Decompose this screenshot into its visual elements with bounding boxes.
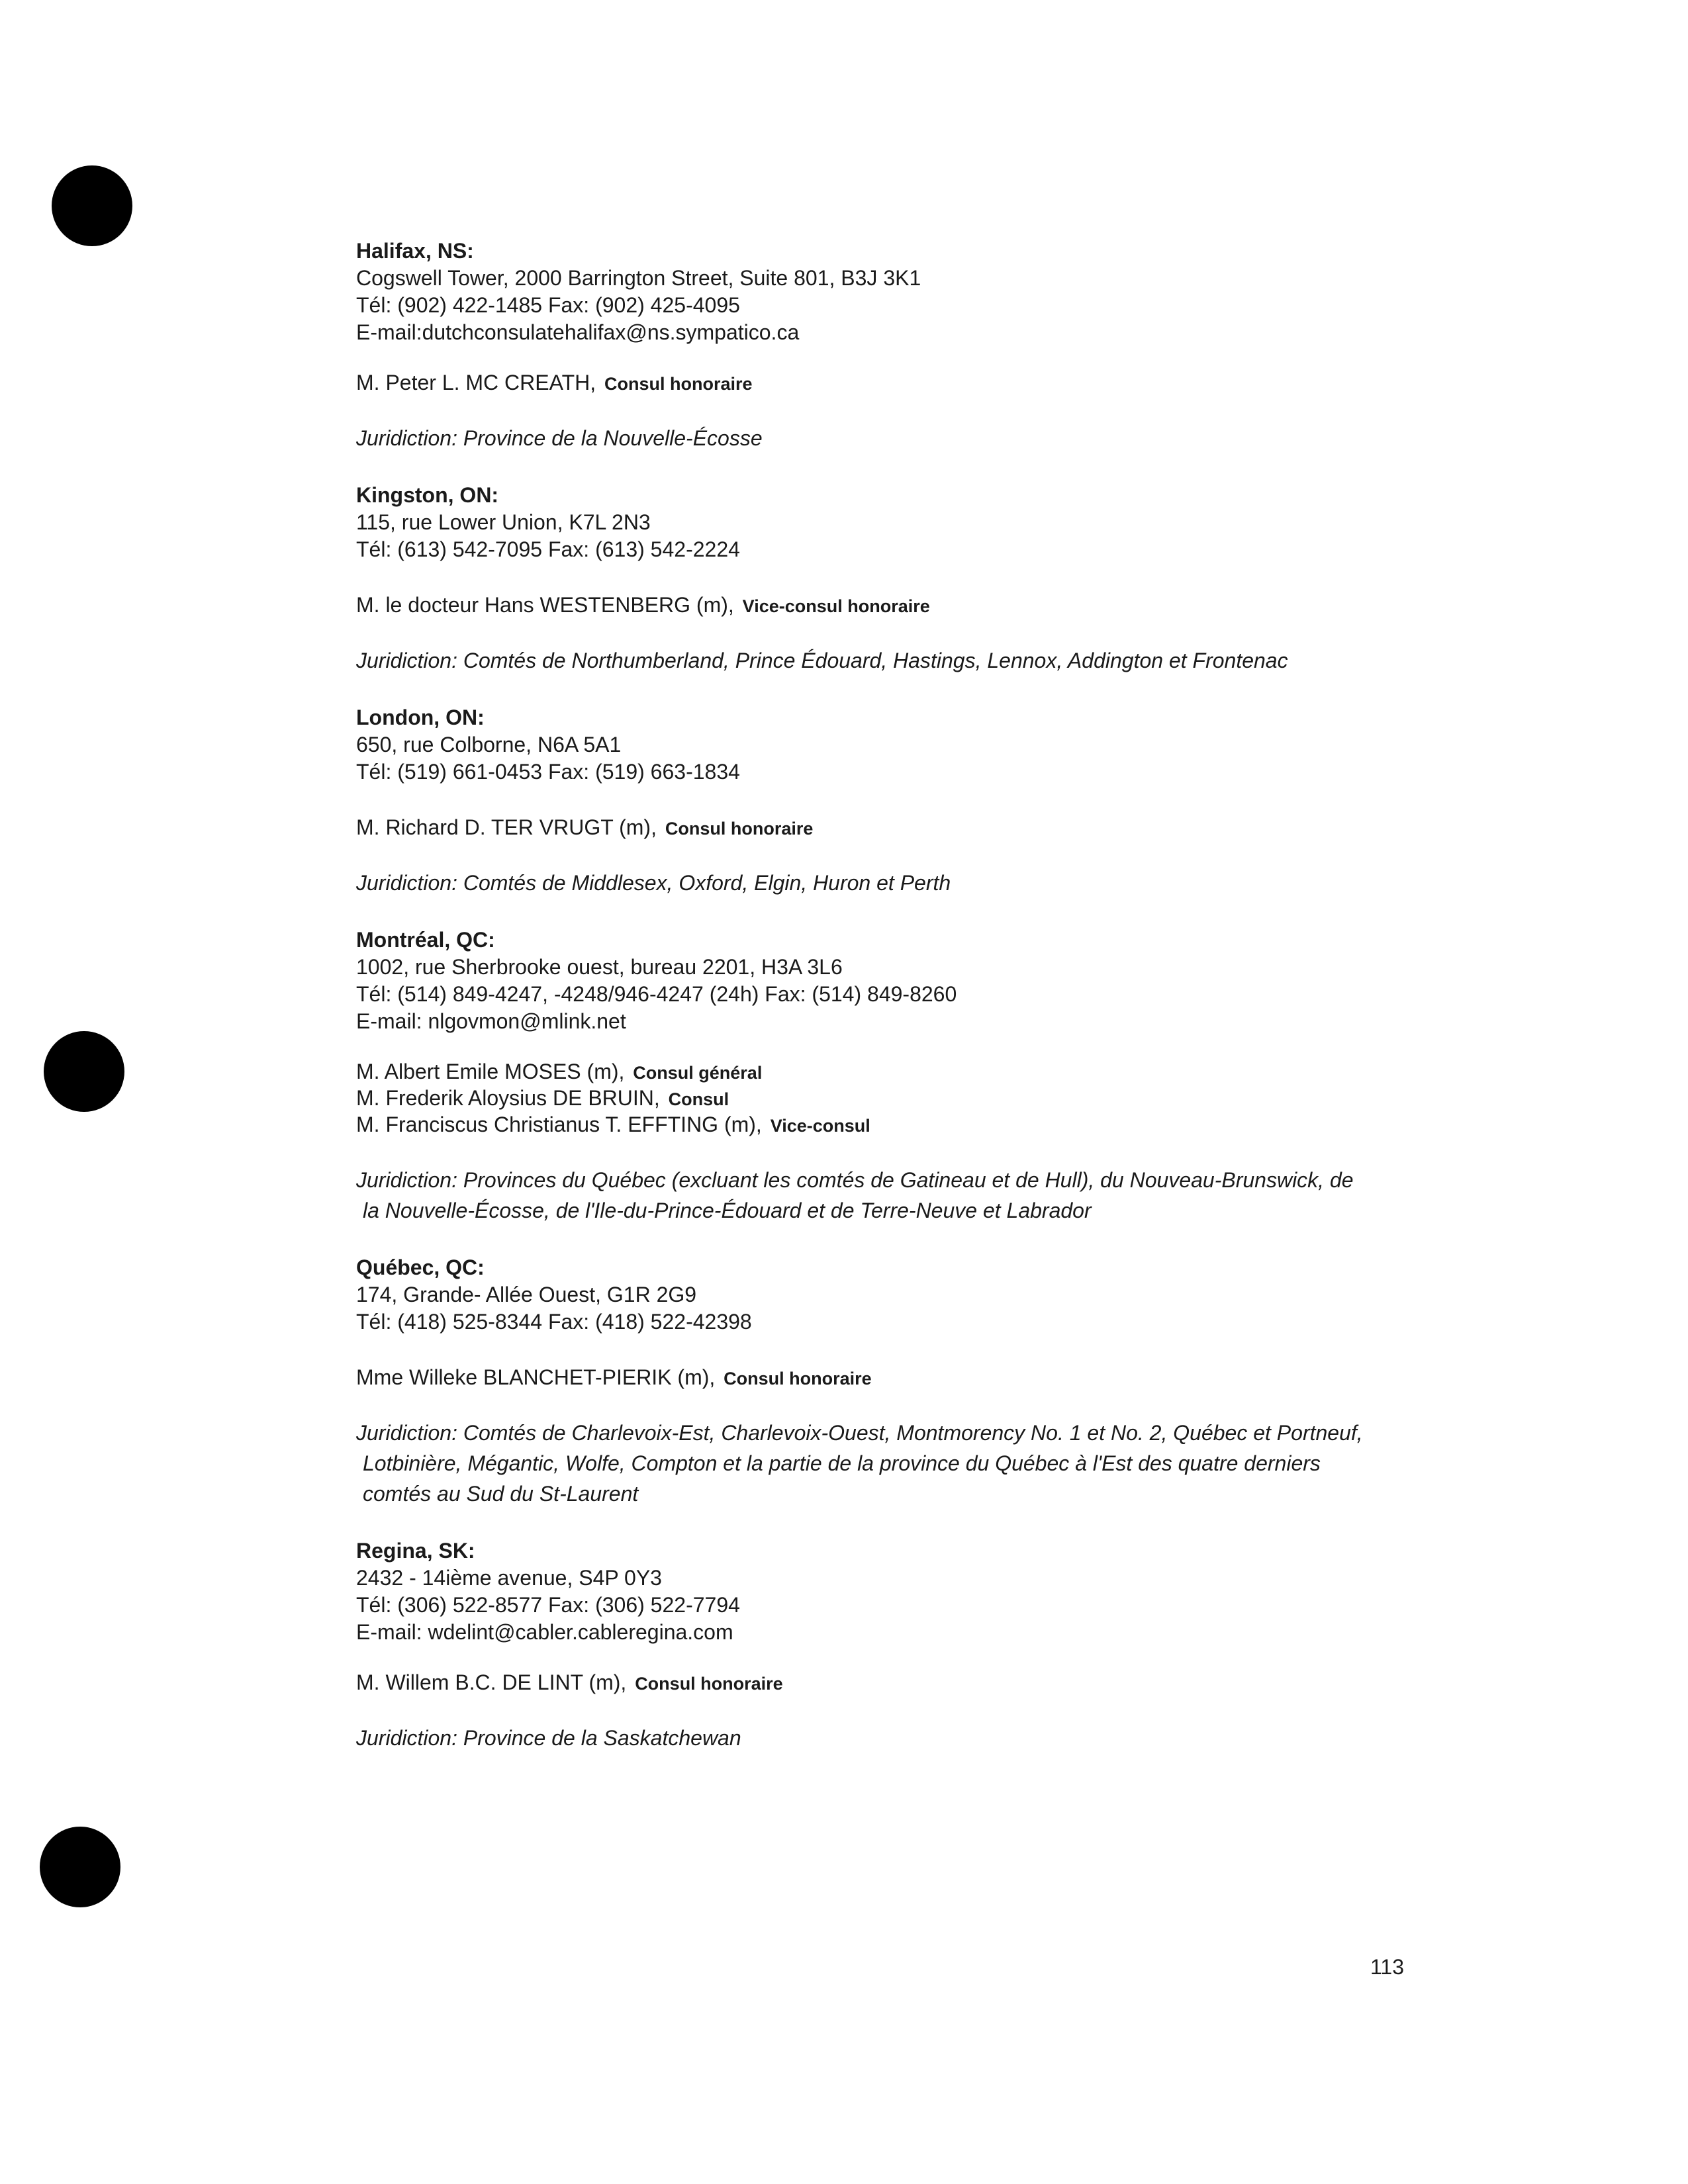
binder-punch-hole bbox=[52, 165, 132, 246]
official-name: M. Peter L. MC CREATH, bbox=[356, 371, 596, 394]
official-name: M. Frederik Aloysius DE BRUIN, bbox=[356, 1086, 660, 1110]
official-name: M. Richard D. TER VRUGT (m), bbox=[356, 815, 657, 839]
official bbox=[356, 1670, 1415, 1696]
official-name: M. le docteur Hans WESTENBERG (m), bbox=[356, 593, 734, 617]
email-line: E-mail: wdelint@cabler.cableregina.com bbox=[356, 1620, 733, 1644]
jurisdiction: Juridiction: Province de la Saskatchewan bbox=[356, 1726, 741, 1750]
city-heading: Montréal, QC: bbox=[356, 928, 495, 952]
official-title: Consul honoraire bbox=[604, 374, 753, 394]
official bbox=[356, 370, 1415, 396]
officials-list bbox=[356, 370, 1415, 396]
official-name: M. Franciscus Christianus T. EFFTING (m), bbox=[356, 1113, 762, 1136]
consulate-entry-regina bbox=[356, 1537, 1415, 1753]
officials-list bbox=[356, 1670, 1415, 1696]
jurisdiction: Juridiction: Provinces du Québec (excluant les comtés de Gatineau et de Hull), du Nouveau-Brunswick, de la Nouvelle-Écosse, de l'Ile-du-Prince-Édouard et de Terre-Neuve et Labrador bbox=[356, 1168, 1354, 1222]
consulate-entry-london bbox=[356, 704, 1415, 898]
phone-fax-line: Tél: (514) 849-4247, -4248/946-4247 (24h) Fax: (514) 849-8260 bbox=[356, 982, 957, 1006]
officials-list bbox=[356, 1059, 1415, 1138]
phone-fax-line: Tél: (902) 422-1485 Fax: (902) 425-4095 bbox=[356, 293, 740, 317]
official bbox=[356, 1112, 1415, 1138]
address-line: 2432 - 14ième avenue, S4P 0Y3 bbox=[356, 1566, 662, 1590]
phone-fax-line: Tél: (418) 525-8344 Fax: (418) 522-42398 bbox=[356, 1310, 752, 1334]
city-heading: Regina, SK: bbox=[356, 1539, 475, 1563]
address-line: 1002, rue Sherbrooke ouest, bureau 2201, H3A 3L6 bbox=[356, 955, 843, 979]
phone-fax-line: Tél: (519) 661-0453 Fax: (519) 663-1834 bbox=[356, 760, 740, 784]
officials-list bbox=[356, 1365, 1415, 1391]
official bbox=[356, 1365, 1415, 1391]
consulate-entry-kingston bbox=[356, 481, 1415, 676]
official bbox=[356, 1085, 1415, 1112]
jurisdiction: Juridiction: Comtés de Charlevoix-Est, Charlevoix-Ouest, Montmorency No. 1 et No. 2, Québec et Portneuf, Lotbinière, Mégantic, Wolfe, Compton et la partie de la province du Québec à l'Est des quatre derniers comtés au Sud du St-Laurent bbox=[356, 1421, 1363, 1506]
consulate-entry-halifax bbox=[356, 237, 1415, 453]
address-line: 174, Grande- Allée Ouest, G1R 2G9 bbox=[356, 1283, 697, 1306]
consulate-entry-quebec bbox=[356, 1253, 1415, 1509]
officials-list bbox=[356, 592, 1415, 619]
address-line: 115, rue Lower Union, K7L 2N3 bbox=[356, 510, 651, 534]
official bbox=[356, 1059, 1415, 1085]
address-line: 650, rue Colborne, N6A 5A1 bbox=[356, 733, 622, 756]
official-title: Consul bbox=[668, 1089, 729, 1109]
official bbox=[356, 815, 1415, 841]
consulate-listing bbox=[356, 237, 1415, 1753]
binder-punch-hole bbox=[44, 1031, 124, 1112]
address-line: Cogswell Tower, 2000 Barrington Street, Suite 801, B3J 3K1 bbox=[356, 266, 921, 290]
consulate-entry-montreal bbox=[356, 926, 1415, 1226]
official-name: M. Willem B.C. DE LINT (m), bbox=[356, 1670, 627, 1694]
binder-punch-hole bbox=[40, 1827, 120, 1907]
city-heading: Kingston, ON: bbox=[356, 483, 499, 507]
page-number: 113 bbox=[1370, 1955, 1405, 1979]
phone-fax-line: Tél: (613) 542-7095 Fax: (613) 542-2224 bbox=[356, 537, 740, 561]
email-line: E-mail: nlgovmon@mlink.net bbox=[356, 1009, 626, 1033]
jurisdiction: Juridiction: Province de la Nouvelle-Écosse bbox=[356, 426, 763, 450]
jurisdiction: Juridiction: Comtés de Middlesex, Oxford, Elgin, Huron et Perth bbox=[356, 871, 951, 895]
official-title: Consul général bbox=[633, 1063, 763, 1083]
official-title: Vice-consul honoraire bbox=[742, 596, 930, 616]
official-title: Consul honoraire bbox=[724, 1369, 872, 1388]
phone-fax-line: Tél: (306) 522-8577 Fax: (306) 522-7794 bbox=[356, 1593, 740, 1617]
official-name: Mme Willeke BLANCHET-PIERIK (m), bbox=[356, 1365, 716, 1389]
city-heading: Halifax, NS: bbox=[356, 239, 474, 263]
email-line: E-mail:dutchconsulatehalifax@ns.sympatico.ca bbox=[356, 320, 800, 344]
officials-list bbox=[356, 815, 1415, 841]
official bbox=[356, 592, 1415, 619]
city-heading: London, ON: bbox=[356, 705, 485, 729]
city-heading: Québec, QC: bbox=[356, 1255, 485, 1279]
jurisdiction: Juridiction: Comtés de Northumberland, Prince Édouard, Hastings, Lennox, Addington et Frontenac bbox=[356, 649, 1288, 672]
official-name: M. Albert Emile MOSES (m), bbox=[356, 1060, 625, 1083]
official-title: Vice-consul bbox=[770, 1116, 870, 1136]
official-title: Consul honoraire bbox=[635, 1674, 783, 1694]
official-title: Consul honoraire bbox=[665, 819, 814, 839]
